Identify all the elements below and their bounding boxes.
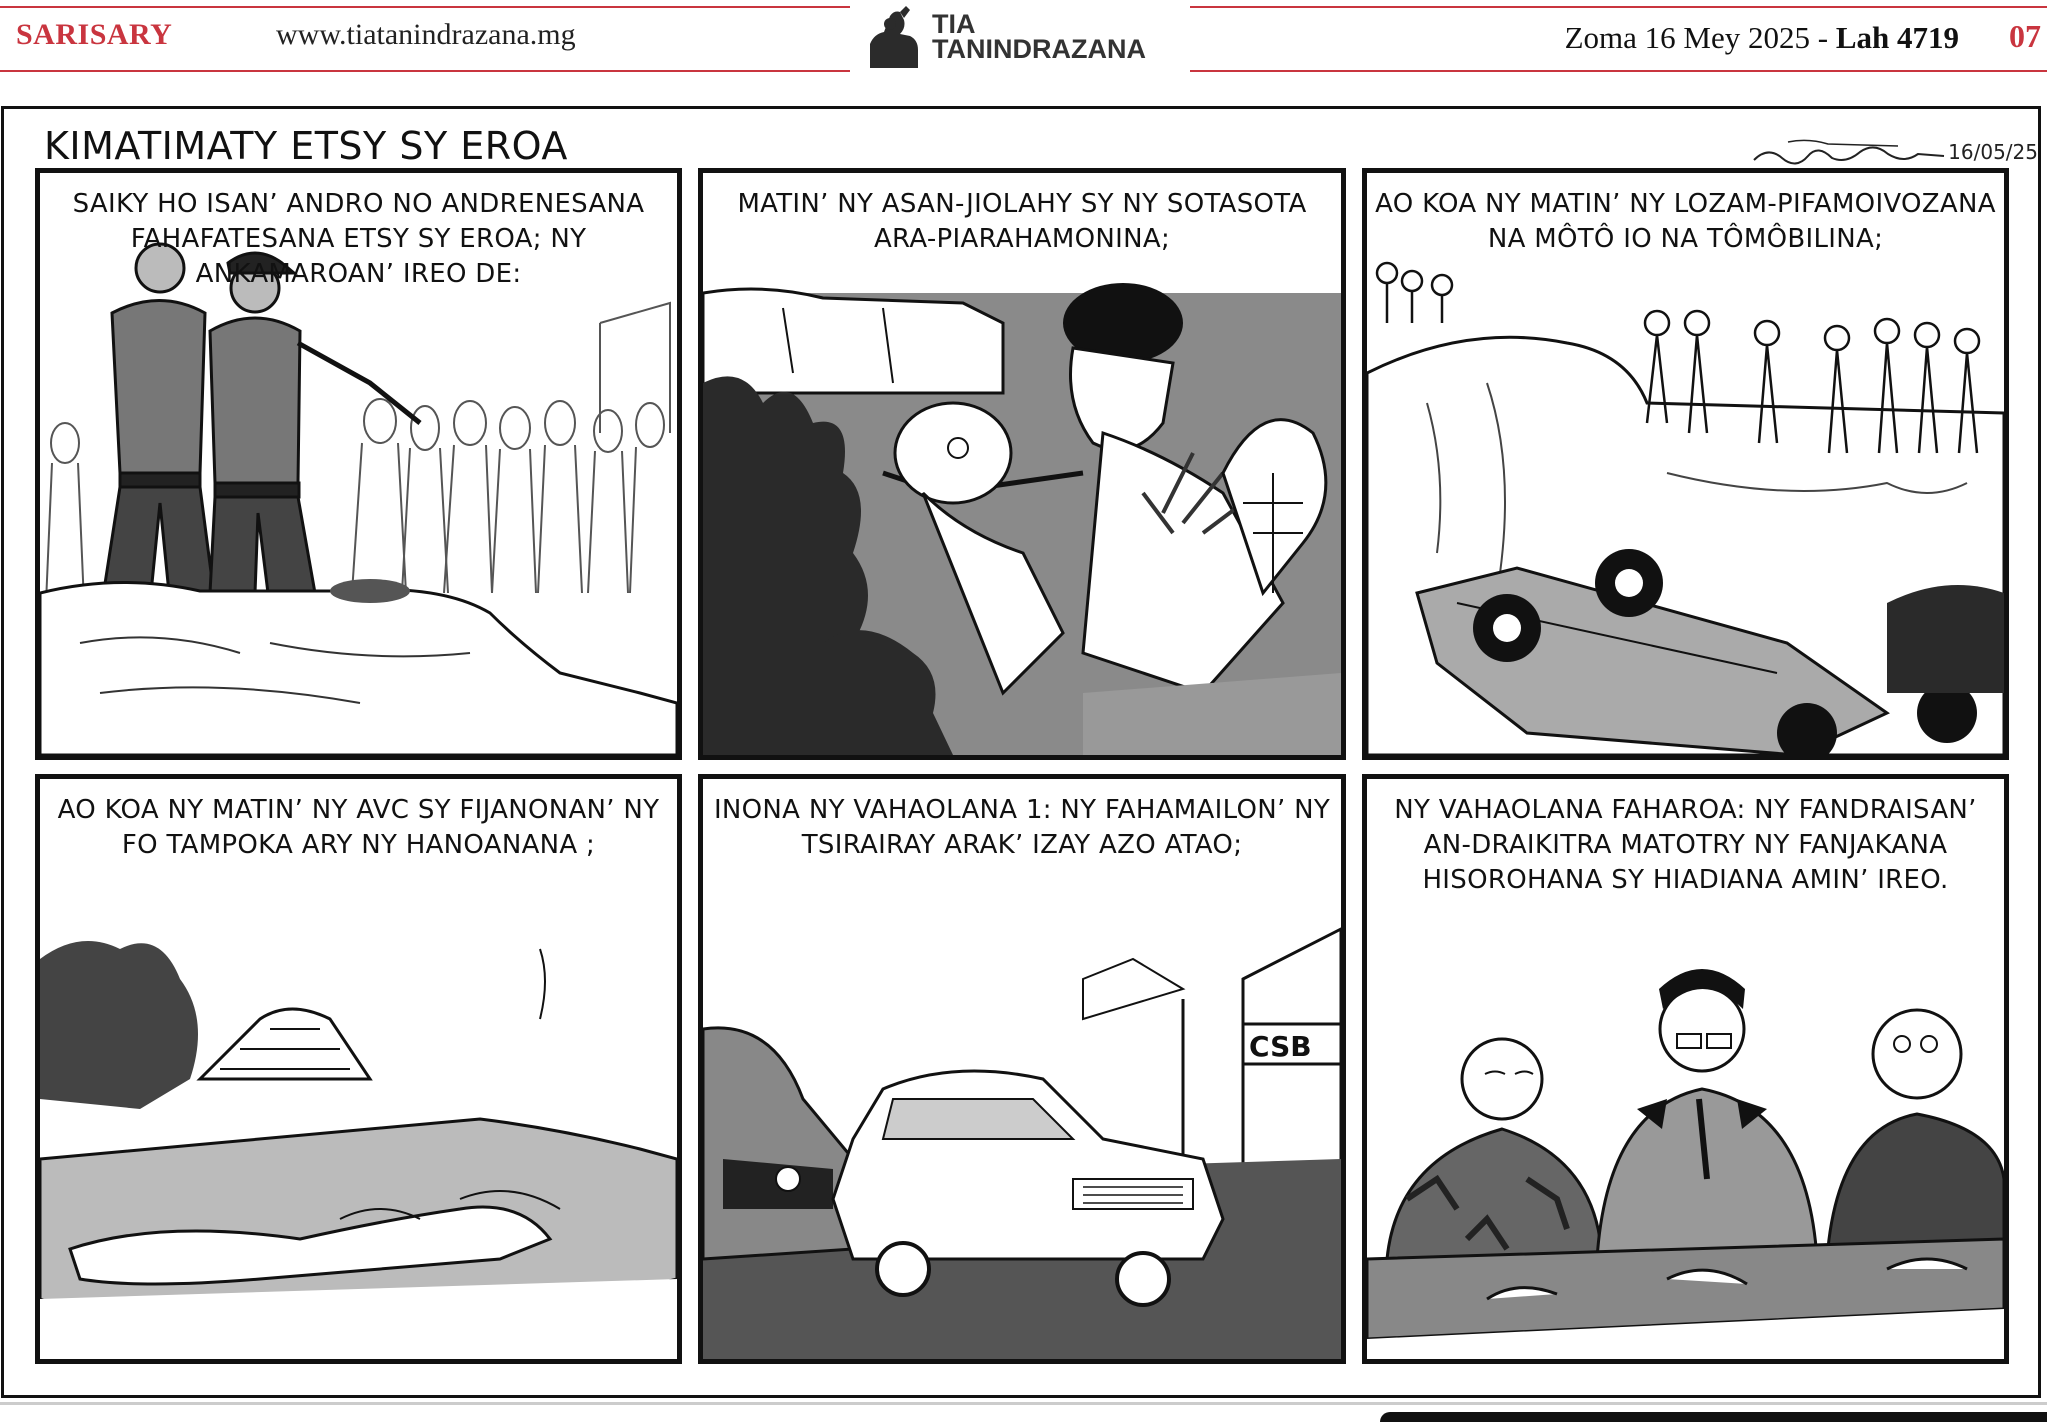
panel-3-caption: AO KOA NY MATIN’ NY LOZAM-PIFAMOIVOZANA NA MÔTÔ IO NA TÔMÔBILINA; — [1375, 189, 1996, 254]
footer-bar — [1380, 1412, 2047, 1422]
website-link[interactable]: www.tiatanindrazana.mg — [276, 18, 576, 51]
issue-number: Lah 4719 — [1835, 20, 1959, 55]
signature-scribble-icon — [1748, 134, 1948, 170]
newspaper-logo[interactable] — [860, 6, 1190, 70]
panel-5-caption: INONA NY VAHAOLANA 1: NY FAHAMAILON’ NY TSIRAIRAY ARAK’ IZAY AZO ATAO; — [713, 795, 1331, 860]
page-number: 07 — [2009, 18, 2041, 54]
panel-1-caption: SAIKY HO ISAN’ ANDRO NO ANDRENESANA FAHAFATESANA ETSY SY EROA; NY ANKAMAROAN’ IREO DE: — [72, 189, 645, 289]
issue-date — [1565, 20, 1959, 56]
logo-line-2: TANINDRAZANA — [932, 34, 1146, 64]
comic-panel-1 — [35, 168, 682, 760]
panel-2-illustration — [703, 173, 1341, 755]
panel-4-illustration — [40, 779, 677, 1359]
section-label: SARISARY — [16, 18, 173, 51]
panel-4-caption: AO KOA NY MATIN’ NY AVC SY FIJANONAN’ NY FO TAMPOKA ARY NY HANOANANA ; — [57, 795, 660, 860]
header-rule-right — [1190, 6, 2047, 8]
comic-panel-2 — [698, 168, 1346, 760]
header-rule-left — [0, 6, 850, 8]
logo-figure-icon — [860, 6, 926, 70]
clinic-sign-text: CSB — [1249, 1030, 1312, 1063]
logo-wordmark — [932, 9, 1146, 64]
header-rule-right-bottom — [1190, 70, 2047, 72]
logo-line-1: TIA — [932, 9, 976, 39]
comic-panel-6 — [1362, 774, 2009, 1364]
panel-6-caption: NY VAHAOLANA FAHAROA: NY FANDRAISAN’ AN-DRAIKITRA MATOTRY NY FANJAKANA HISOROHANA SY HIADIANA AMIN’ IREO. — [1394, 795, 1977, 895]
date-text: Zoma 16 Mey 2025 - — [1564, 20, 1836, 55]
header-rule-left-bottom — [0, 70, 850, 72]
panel-5-illustration — [703, 779, 1341, 1359]
signature-date: 16/05/25 — [1948, 140, 2038, 164]
footer-rule — [0, 1402, 2047, 1405]
comic-panel-3 — [1362, 168, 2009, 760]
panel-2-caption: MATIN’ NY ASAN-JIOLAHY SY NY SOTASOTA ARA-PIARAHAMONINA; — [737, 189, 1307, 254]
comic-panel-5 — [698, 774, 1346, 1364]
comic-panel-4 — [35, 774, 682, 1364]
comic-title: KIMATIMATY ETSY SY EROA — [44, 124, 568, 168]
panel-3-illustration — [1367, 173, 2004, 755]
